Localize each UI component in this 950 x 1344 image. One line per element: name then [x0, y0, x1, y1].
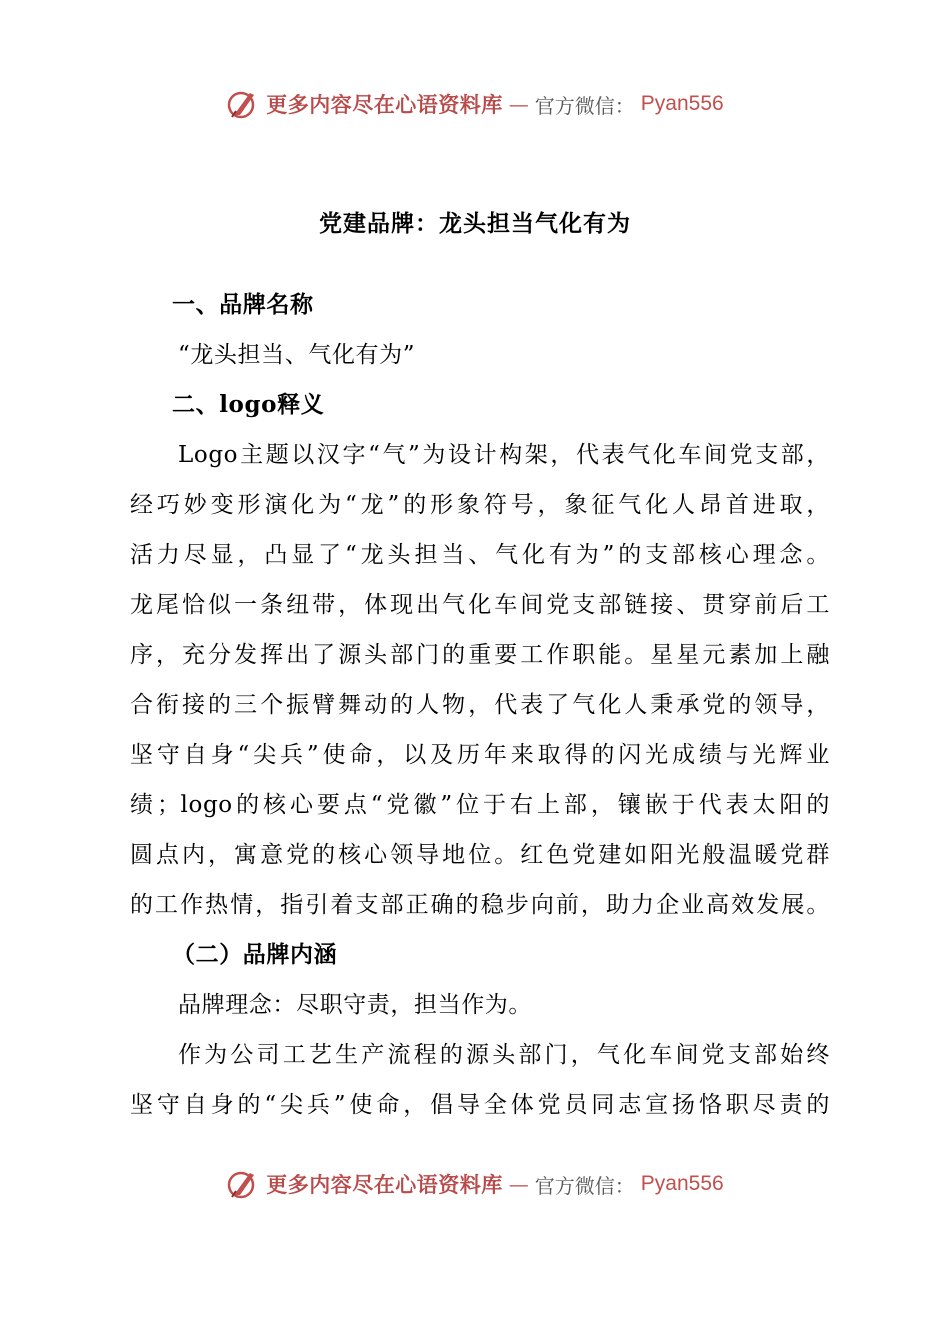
paragraph-line: 坚守自身“尖兵”使命，以及历年来取得的闪光成绩与光辉业 — [130, 742, 830, 768]
paragraph-line: 合衔接的三个振臂舞动的人物，代表了气化人秉承党的领导， — [130, 692, 830, 718]
banner-wechat-id: Pyan556 — [640, 92, 724, 115]
banner-wechat-label: 官方微信： — [534, 93, 635, 118]
paragraph-line: Logo主题以汉字“气”为设计构架，代表气化车间党支部， — [178, 442, 830, 468]
header-watermark-banner — [0, 84, 950, 124]
paragraph-line: 经巧妙变形演化为“龙”的形象符号，象征气化人昂首进取， — [130, 492, 830, 518]
footer-watermark-banner — [0, 1164, 950, 1204]
banner-main-text: 更多内容尽在心语资料库 — [266, 1172, 503, 1197]
document-title: 党建品牌：龙头担当气化有为 — [319, 210, 631, 237]
quill-pen-logo-icon — [226, 1167, 260, 1201]
paragraph-line: 序，充分发挥出了源头部门的重要工作职能。星星元素加上融 — [130, 642, 830, 668]
paragraph-line: 作为公司工艺生产流程的源头部门，气化车间党支部始终 — [178, 1042, 830, 1068]
section1-heading: 一、品牌名称 — [172, 291, 314, 318]
paragraph-line: 坚守自身的“尖兵”使命，倡导全体党员同志宣扬恪职尽责的 — [130, 1092, 830, 1118]
paragraph-line: 圆点内，寓意党的核心领导地位。红色党建如阳光般温暖党群 — [130, 842, 830, 868]
brand-concept-text: 品牌理念：尽职守责，担当作为。 — [178, 992, 532, 1018]
document-body — [130, 280, 830, 1130]
banner-wechat-label: 官方微信： — [534, 1173, 635, 1198]
paragraph-line: 绩；logo的核心要点“党徽”位于右上部，镶嵌于代表太阳的 — [130, 792, 830, 818]
paragraph-line: 龙尾恰似一条纽带，体现出气化车间党支部链接、贯穿前后工 — [130, 592, 830, 618]
banner-wechat-id: Pyan556 — [640, 1172, 724, 1195]
brand-name-text: “龙头担当、气化有为” — [178, 342, 416, 368]
banner-main-text: 更多内容尽在心语资料库 — [266, 92, 503, 117]
quill-pen-logo-icon — [226, 87, 260, 121]
section2-heading: 二、logo释义 — [172, 391, 325, 418]
subsection-heading: （二）品牌内涵 — [172, 941, 338, 968]
paragraph-line: 活力尽显，凸显了“龙头担当、气化有为”的支部核心理念。 — [130, 542, 830, 568]
paragraph-line: 的工作热情，指引着支部正确的稳步向前，助力企业高效发展。 — [130, 892, 830, 918]
banner-dash: — — [508, 92, 529, 116]
banner-dash: — — [508, 1172, 529, 1196]
